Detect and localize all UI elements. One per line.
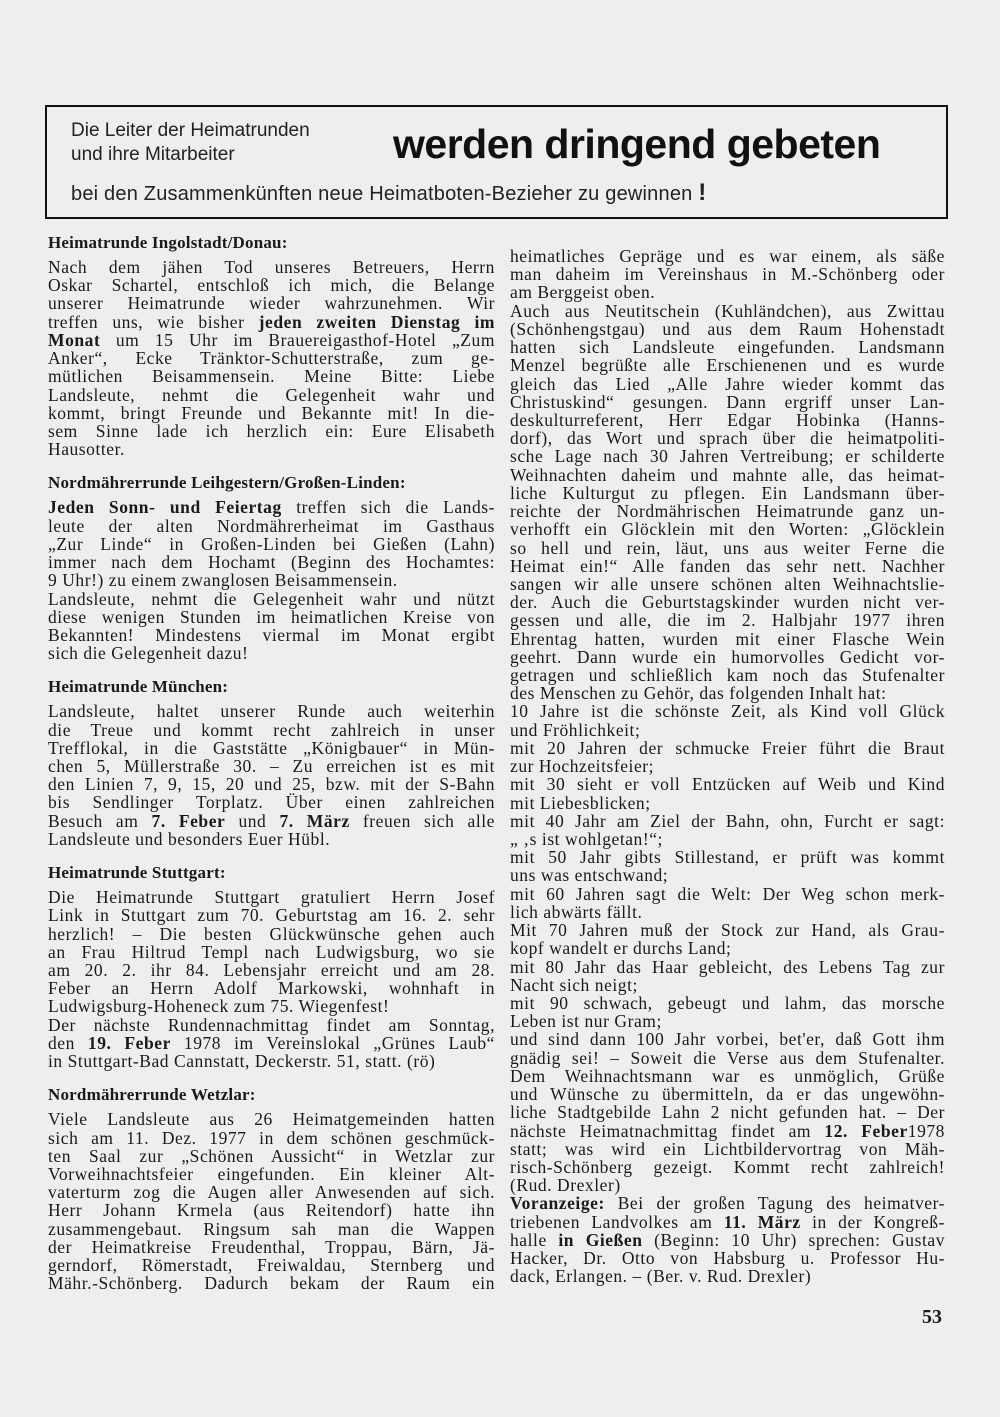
paragraph [510, 994, 945, 1030]
text-line: uns was entschwand; [510, 865, 669, 886]
text-segment: in der Kongreß- [800, 1211, 945, 1232]
notice-subline-text: bei den Zusammenkünften neue Heimatboten-Bezieher zu gewinnen [71, 183, 693, 205]
section-heading: Heimatrunde Stuttgart: [48, 863, 226, 883]
page-number: 53 [922, 1306, 942, 1328]
text-segment: nächste Heimatnachmittag findet am [510, 1120, 825, 1141]
section-heading: Heimatrunde München: [48, 677, 229, 697]
text-line: Herr Johann Krmela (aus Reitendorf) hatte ihn [48, 1200, 495, 1221]
text-line: Vorweihnachtsfeier eingefunden. Ein kleiner Alt- [48, 1163, 495, 1184]
text-line: mütlichen Beisammensein. Meine Bitte: Liebe [48, 366, 495, 387]
text-line: unserer Heimatrunde wieder wahrzunehmen. Wir [48, 293, 495, 314]
text-line: Christuskind“ gesungen. Dann ergriff unser Lan- [510, 391, 945, 412]
article-section [510, 247, 945, 1285]
text-line: die Treue und kommt recht zahlreich in unser [48, 719, 495, 740]
paragraph [48, 1016, 495, 1071]
text-line: lich abwärts fällt. [510, 901, 643, 922]
text-line [48, 313, 495, 331]
text-line: 10 Jahre ist die schönste Zeit, als Kind voll Glück [510, 701, 945, 722]
text-line: leute der alten Nordmährerheimat im Gasthaus [48, 515, 495, 536]
article-section [48, 232, 495, 458]
text-line [510, 1194, 945, 1212]
text-line: mit 80 Jahr das Haar gebleicht, des Lebens Tag zur [510, 956, 945, 977]
bold-text-segment: 11. März [723, 1211, 801, 1232]
text-line: Die Heimatrunde Stuttgart gratuliert Herrn Josef [48, 887, 495, 908]
text-line: Menzel begrüßte alle Erschienenen und es wurde [510, 355, 945, 376]
text-line: Mähr.-Schönberg. Dadurch bekam der Raum ein [48, 1273, 495, 1294]
text-segment: treffen uns, wie bisher [48, 311, 259, 332]
text-line: gessen und alle, die im 2. Halbjahr 1977 ihren [510, 610, 945, 631]
text-line: liche Stadtgebilde Lahn 2 nicht gefunden hat. – Der [510, 1102, 945, 1123]
text-line: „ ‚s ist wohlgetan!“; [510, 829, 663, 849]
text-line: Link in Stuttgart zum 70. Geburtstag am 16. 2. sehr [48, 905, 495, 926]
text-line: Viele Landsleute aus 26 Heimatgemeinden hatten [48, 1109, 495, 1130]
text-segment: den [48, 1032, 88, 1053]
bold-text-segment: 7. Feber [151, 810, 226, 831]
text-segment: 1978 im Vereinslokal „Grünes Laub“ [170, 1032, 495, 1053]
text-line: (Rud. Drexler) [510, 1175, 621, 1196]
bold-text-segment: 19. Feber [87, 1032, 171, 1053]
paragraph [510, 1030, 945, 1194]
text-line: bis Sendlinger Torplatz. Über einen zahlreichen [48, 792, 495, 813]
text-line: mit 60 Jahren sagt die Welt: Der Weg schon merk- [510, 883, 945, 904]
text-line: zusammengebaut. Ringsum sah man die Wappen [48, 1218, 495, 1239]
text-line: an Frau Hiltrud Templ nach Ludwigsburg, wo sie [48, 941, 495, 962]
text-line: am Berggeist oben. [510, 282, 656, 303]
text-line: Hausotter. [48, 439, 125, 460]
text-line: risch-Schönberg gezeigt. Kommt recht zahlreich! [510, 1156, 945, 1177]
section-heading: Nordmährerrunde Leihgestern/Großen-Linden: [48, 473, 406, 493]
article-section [48, 472, 495, 662]
text-line: in Stuttgart-Bad Cannstatt, Deckerstr. 51, statt. (rö) [48, 1051, 436, 1072]
section-heading: Heimatrunde Ingolstadt/Donau: [48, 233, 288, 252]
text-line: des Menschen zu Gehör, das folgenden Inhalt hat: [510, 683, 887, 704]
paragraph [510, 848, 945, 884]
text-line: Ludwigsburg-Hoheneck zum 75. Wiegenfest! [48, 996, 390, 1017]
text-line: sich am 11. Dez. 1977 in dem schönen geschmück- [48, 1127, 495, 1148]
bold-text-segment: Monat [48, 329, 101, 350]
text-line: Landsleute, nehmt die Gelegenheit wahr und nützt [48, 588, 495, 609]
text-line [48, 1034, 495, 1052]
text-line: Auch aus Neutitschein (Kuhländchen), aus Zwittau [510, 300, 945, 321]
paragraph [510, 958, 945, 994]
text-line: sem Sinne lade ich herzlich ein: Eure Elisabeth [48, 420, 495, 441]
notice-subline [71, 179, 706, 207]
text-line: der. Auch die Geburtstagskinder wurden nicht ver- [510, 592, 945, 613]
text-line: zur Hochzeitsfeier; [510, 756, 655, 777]
article-section [48, 1084, 495, 1292]
text-line: liche Kulturgut zu pflegen. Ein Landsmann über- [510, 482, 945, 503]
text-line: „Zur Linde“ in Großen-Linden bei Gießen (Lahn) [48, 533, 495, 554]
paragraph [510, 812, 945, 848]
text-line: sche Lage nach 30 Jahren Vertreibung; er schilderte [510, 446, 945, 467]
paragraph [510, 247, 945, 302]
text-line: so hell und rein, läut, uns aus weiter Ferne die [510, 537, 945, 558]
text-line: Feber an Herrn Adolf Markowski, wohnhaft in [48, 978, 495, 999]
notice-headline: werden dringend gebeten [393, 121, 881, 167]
text-line: und Fröhlichkeit; [510, 719, 641, 740]
text-line: Landsleute, nehmt die Gelegenheit wahr und [48, 384, 495, 405]
text-line: Nacht sich neigt; [510, 974, 638, 995]
paragraph [48, 702, 495, 848]
paragraph [510, 1194, 945, 1285]
bold-text-segment: 12. Feber [824, 1120, 908, 1141]
right-column [510, 247, 945, 1285]
text-line [510, 1213, 945, 1231]
text-line: am 20. 2. ihr 84. Lebensjahr erreicht und am 28. [48, 960, 495, 980]
text-line: kommt, bringt Freunde und Bekannte mit! In die- [48, 402, 495, 423]
text-line: mit 40 Jahr am Ziel der Bahn, ohn, Furcht er sagt: [510, 810, 945, 831]
text-line: heimatliches Gepräge und es war einem, als säße [510, 246, 945, 266]
text-line: den Linien 7, 9, 15, 20 und 25, bzw. mit der S-Bahn [48, 774, 495, 795]
text-line: dorf), das Wort und sprach über die heimatpoliti- [510, 428, 945, 449]
text-line: deskulturreferent, Herr Edgar Hobinka (Hanns- [510, 409, 945, 430]
paragraph [510, 302, 945, 703]
text-line: Heimat ein!“ Alle fanden das sehr nett. Nachher [510, 555, 945, 576]
bold-text-segment: Voranzeige: [510, 1193, 605, 1214]
article-section [48, 862, 495, 1070]
text-line: kopf wandelt er durchs Land; [510, 938, 732, 959]
text-line: mit Liebesblicken; [510, 792, 651, 813]
text-segment: (Beginn: 10 Uhr) sprechen: Gustav [642, 1229, 945, 1250]
text-segment: triebenen Landvolkes am [510, 1211, 724, 1232]
text-line: Dem Weihnachtsmann war es unmöglich, Grüße [510, 1065, 945, 1086]
text-line: verhofft ein Glöcklein mit den Worten: „Glöcklein [510, 519, 945, 540]
text-line [48, 498, 495, 516]
text-line: Ehrentag hatten, wurden mit einer Flasche Wein [510, 628, 945, 649]
section-heading: Nordmährerrunde Wetzlar: [48, 1085, 256, 1105]
text-line [510, 1122, 945, 1140]
text-line: Oskar Schartel, entschloß ich mich, die Belange [48, 275, 495, 296]
text-line: geehrt. Dann wurde ein humorvolles Gedicht vor- [510, 646, 945, 667]
text-line: und Wünsche zu übermitteln, da er das ungewöhn- [510, 1084, 945, 1105]
text-line [510, 1231, 945, 1249]
notice-addressees [71, 119, 310, 167]
text-line: Der nächste Rundennachmittag findet am Sonntag, [48, 1014, 495, 1035]
text-line: Landsleute, haltet unserer Runde auch weiterhin [48, 701, 495, 722]
text-line: gerndorf, Römerstadt, Freiwaldau, Sternberg und [48, 1255, 495, 1276]
text-segment: halle [510, 1229, 559, 1250]
text-segment: treffen sich die Lands- [281, 497, 495, 518]
paragraph [510, 885, 945, 921]
notice-box [45, 105, 948, 219]
text-line: statt; was wird ein Lichtbildervortrag von Mäh- [510, 1138, 945, 1159]
text-line: Bekannten! Mindestens viermal im Monat ergibt [48, 624, 495, 645]
text-line: dack, Erlangen. – (Ber. v. Rud. Drexler) [510, 1266, 812, 1287]
text-segment: Besuch am [48, 810, 152, 831]
text-line: mit 20 Jahren der schmucke Freier führt die Braut [510, 737, 945, 758]
paragraph [510, 775, 945, 811]
text-line: mit 30 sieht er voll Entzücken auf Weib und Kind [510, 774, 945, 795]
notice-small-line-1: Die Leiter der Heimatrunden [71, 120, 310, 141]
bold-text-segment: 7. März [279, 810, 350, 831]
bold-text-segment: in Gießen [558, 1229, 643, 1250]
text-line: und sind dann 100 Jahr vorbei, bet'er, daß Gott ihm [510, 1029, 945, 1050]
text-line: gleich das Lied „Alle Jahre wieder kommt das [510, 373, 945, 394]
text-line: herzlich! – Die besten Glückwünsche gehen auch [48, 923, 495, 944]
text-line: Hacker, Dr. Otto von Habsburg u. Professor Hu- [510, 1248, 945, 1269]
text-line: Nach dem jähen Tod unseres Betreuers, Herrn [48, 257, 495, 277]
text-line: chen 5, Müllerstraße 30. – Zu erreichen ist es mit [48, 756, 495, 777]
text-line: gnädig sei! – Soweit die Verse aus dem Stufenalter. [510, 1047, 945, 1068]
text-line: der Heimatkreise Freudenthal, Troppau, Bärn, Jä- [48, 1236, 495, 1257]
article-section [48, 676, 495, 848]
paragraph [510, 921, 945, 957]
text-line: ten Saal zur „Schönen Aussicht“ in Wetzlar zur [48, 1145, 495, 1166]
text-segment: 1978 [907, 1120, 945, 1141]
bold-text-segment: jeden zweiten Dienstag im [258, 311, 495, 332]
text-line: sich die Gelegenheit dazu! [48, 643, 249, 664]
paragraph [48, 590, 495, 663]
text-segment: Bei der großen Tagung des heimatver- [604, 1193, 945, 1214]
notice-exclamation: ! [698, 179, 707, 206]
text-line: mit 50 Jahr gibts Stillestand, er prüft was kommt [510, 847, 945, 868]
paragraph [510, 702, 945, 738]
text-line: getragen und schließlich kam noch das Stufenalter [510, 665, 945, 686]
bold-text-segment: Jeden Sonn- und Feiertag [48, 497, 282, 518]
text-line: mit 90 schwach, gebeugt und lahm, das morsche [510, 992, 945, 1013]
text-segment: und [225, 810, 280, 831]
text-line [48, 331, 495, 349]
left-column [48, 232, 495, 1293]
text-line: vaterturm zog die Augen aller Anwesenden auf sich. [48, 1182, 495, 1203]
text-line: Leben ist nur Gram; [510, 1011, 662, 1032]
text-line: Landsleute und besonders Euer Hübl. [48, 828, 331, 849]
paragraph [48, 888, 495, 1016]
paragraph [510, 739, 945, 775]
text-line [48, 812, 495, 830]
text-line: (Schönhengstgau) und aus dem Raum Hohenstadt [510, 318, 945, 339]
paragraph [48, 498, 495, 589]
text-line: man daheim im Vereinshaus in M.-Schönberg oder [510, 264, 945, 285]
paragraph [48, 258, 495, 458]
notice-small-line-2: und ihre Mitarbeiter [71, 144, 235, 165]
text-line: immer nach dem Hochamt (Beginn des Hochamtes: [48, 552, 495, 573]
text-line: hatten sich Landsleute eingefunden. Landsmann [510, 337, 945, 358]
text-segment: um 15 Uhr im Brauereigasthof-Hotel „Zum [100, 329, 495, 350]
text-line: Trefflokal, in die Gaststätte „Königbauer“ in Mün- [48, 737, 495, 758]
text-line: 9 Uhr!) zu einem zwanglosen Beisammensein. [48, 570, 398, 591]
paragraph [48, 1110, 495, 1292]
text-line: Weihnachten daheim und mahnte alle, das heimat- [510, 464, 945, 485]
text-line: reichte der Nordmährischen Heimatrunde ganz un- [510, 501, 945, 522]
text-line: Anker“, Ecke Tränktor-Schutterstraße, zum ge- [48, 348, 495, 369]
text-line: sangen wir alle unsere schönen alten Weihnachtslie- [510, 573, 945, 594]
text-line: diese wenigen Stunden im heimatlichen Kreise von [48, 606, 495, 627]
text-line: Mit 70 Jahren muß der Stock zur Hand, als Grau- [510, 920, 945, 941]
text-segment: freuen sich alle [349, 810, 495, 831]
